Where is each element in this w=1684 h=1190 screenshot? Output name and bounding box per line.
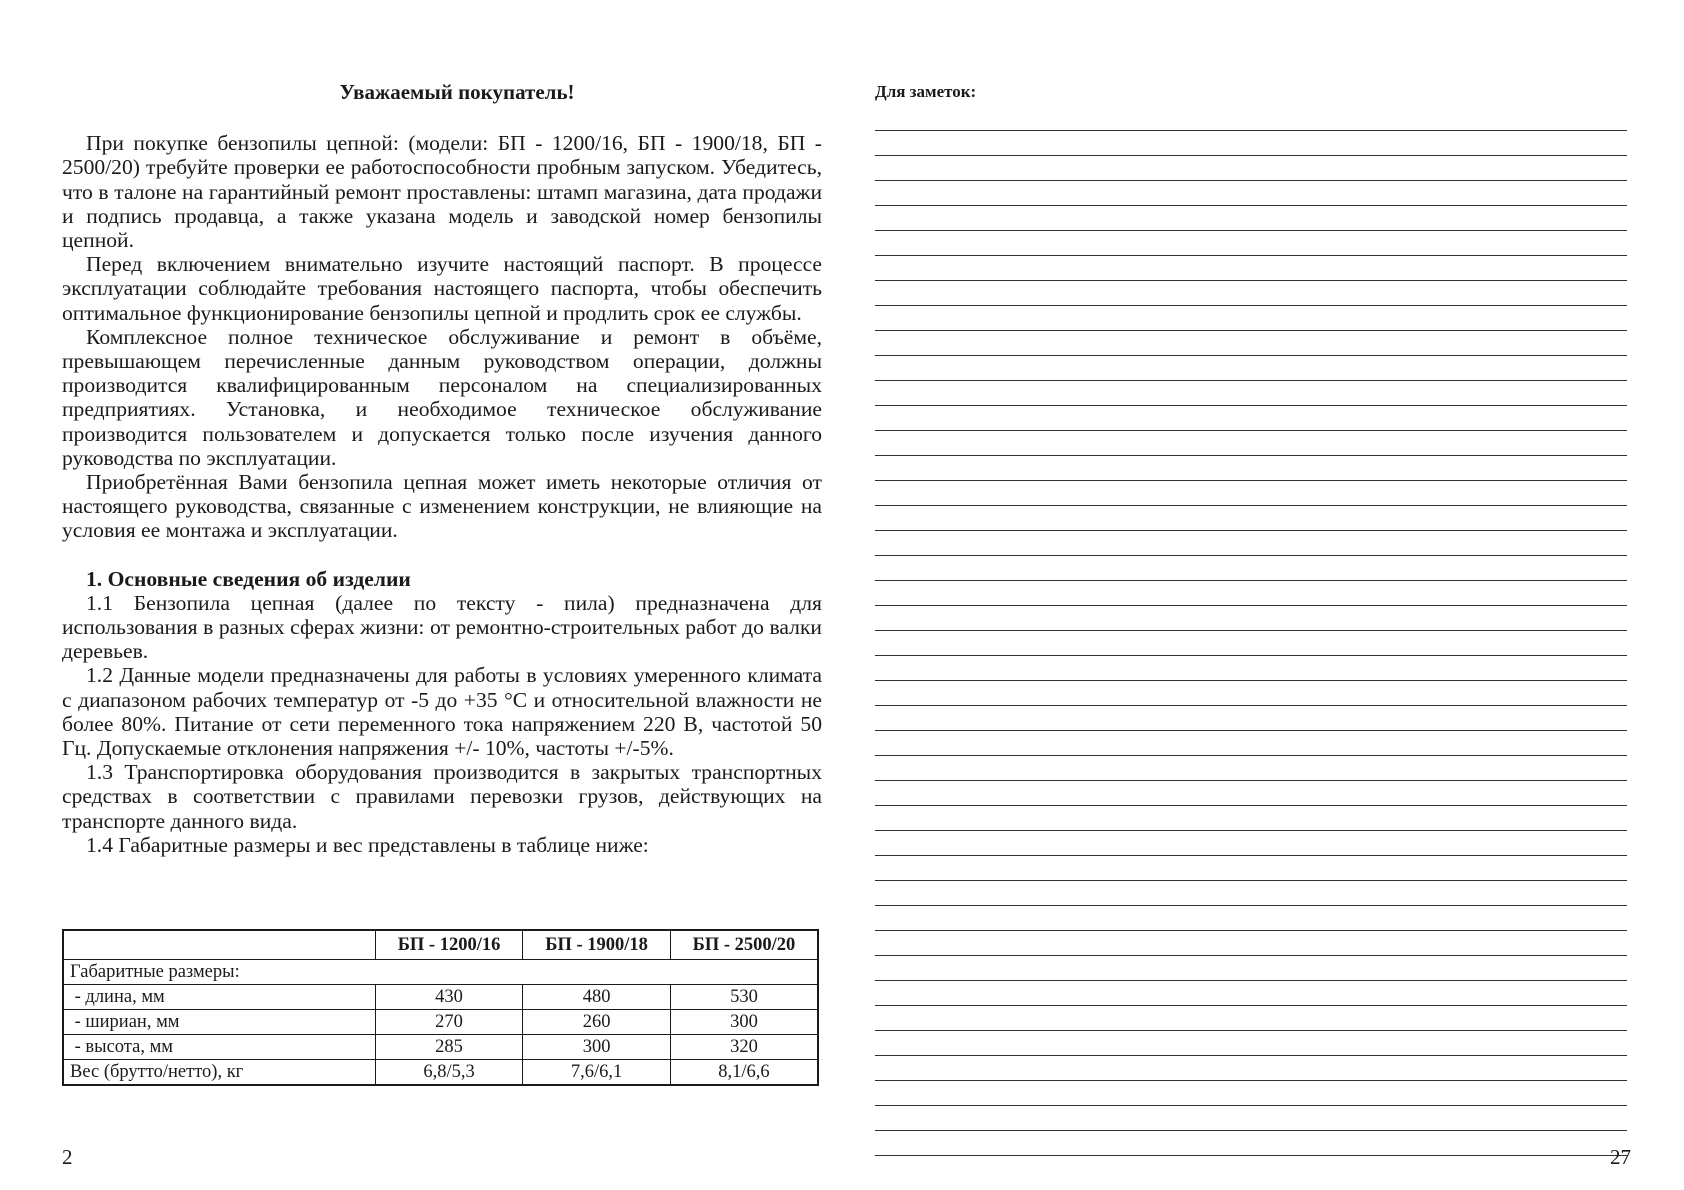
- table-cell: 300: [523, 1035, 671, 1060]
- table-row-label: - длина, мм: [63, 985, 375, 1010]
- table-row: [63, 985, 818, 1010]
- table-header-row: [63, 930, 818, 960]
- note-line: [875, 781, 1627, 806]
- note-line: [875, 906, 1627, 931]
- intro-paragraph-2: Перед включением внимательно изучите настоящий паспорт. В процессе эксплуатации соблюдайте требования настоящего паспорта, чтобы обеспечить оптимальное функционирование бензопилы цепной и продлить срок ее службы.: [62, 252, 822, 325]
- right-page: [875, 82, 1627, 1156]
- table-header-model: БП - 1900/18: [523, 930, 671, 960]
- note-line: [875, 1031, 1627, 1056]
- section-paragraph-1-4: 1.4 Габаритные размеры и вес представлены в таблице ниже:: [86, 832, 649, 857]
- table-row: [63, 1060, 818, 1086]
- right-page-number: 27: [1610, 1145, 1631, 1169]
- note-line: [875, 556, 1627, 581]
- note-line: [875, 431, 1627, 456]
- intro-paragraph-1: При покупке бензопилы цепной: (модели: БП - 1200/16, БП - 1900/18, БП - 2500/20) требуйте проверки ее работоспособности пробным запуском. Убедитесь, что в талоне на гарантийный ремонт проставлены: штамп магазина, дата продажи и подпись продавца, а также указана модель и заводской номер бензопилы цепной.: [62, 131, 822, 253]
- note-line: [875, 1006, 1627, 1031]
- left-page-number: 2: [62, 1145, 73, 1169]
- note-line: [875, 256, 1627, 281]
- note-line: [875, 731, 1627, 756]
- note-line: [875, 231, 1627, 256]
- table-cell: 530: [670, 985, 818, 1010]
- note-line: [875, 531, 1627, 556]
- table-cell: 285: [375, 1035, 523, 1060]
- note-line: [875, 331, 1627, 356]
- note-line: [875, 931, 1627, 956]
- note-line: [875, 1106, 1627, 1131]
- note-line: [875, 381, 1627, 406]
- note-line: [875, 406, 1627, 431]
- section-paragraph-1-3: 1.3 Транспортировка оборудования производится в закрытых транспортных средствах в соответствии с правилами перевозки грузов, действующих на транспорте данного вида.: [62, 760, 822, 833]
- note-line: [875, 1131, 1627, 1156]
- table-row-label: - шириан, мм: [63, 1010, 375, 1035]
- note-line: [875, 581, 1627, 606]
- page-title: Уважаемый покупатель!: [339, 80, 575, 104]
- note-line: [875, 356, 1627, 381]
- table-group-label: Габаритные размеры:: [63, 960, 818, 985]
- table-cell: 260: [523, 1010, 671, 1035]
- notes-lines: [875, 106, 1627, 1156]
- note-line: [875, 706, 1627, 731]
- table-cell: 6,8/5,3: [375, 1060, 523, 1086]
- table-row-label: - высота, мм: [63, 1035, 375, 1060]
- table-group-row: [63, 960, 818, 985]
- note-line: [875, 106, 1627, 131]
- intro-paragraph-3: Комплексное полное техническое обслуживание и ремонт в объёме, превышающем перечисленные данным руководством операции, должны производится квалифицированным персоналом на специализированных предприятиях. Установка, и необходимое техническое обслуживание производится пользователем и допускается только после изучения данного руководства по эксплуатации.: [62, 324, 822, 470]
- section-paragraph-1-2: 1.2 Данные модели предназначены для работы в условиях умеренного климата с диапазоном рабочих температур от -5 до +35 °С и относительной влажности не более 80%. Питание от сети переменного тока напряжением 220 В, частотой 50 Гц. Допускаемые отклонения напряжения +/- 10%, частоты +/-5%.: [62, 663, 822, 761]
- table-row: [63, 1035, 818, 1060]
- table-header-empty: [63, 930, 375, 960]
- note-line: [875, 1056, 1627, 1081]
- left-page: [62, 80, 822, 857]
- note-line: [875, 756, 1627, 781]
- table-header-model: БП - 2500/20: [670, 930, 818, 960]
- note-line: [875, 981, 1627, 1006]
- table-row: [63, 1010, 818, 1035]
- note-line: [875, 131, 1627, 156]
- table-cell: 8,1/6,6: [670, 1060, 818, 1086]
- note-line: [875, 456, 1627, 481]
- table-cell: 430: [375, 985, 523, 1010]
- table-cell: 320: [670, 1035, 818, 1060]
- note-line: [875, 631, 1627, 656]
- table-cell: 300: [670, 1010, 818, 1035]
- note-line: [875, 181, 1627, 206]
- note-line: [875, 831, 1627, 856]
- table-cell: 7,6/6,1: [523, 1060, 671, 1086]
- note-line: [875, 956, 1627, 981]
- section-paragraph-1-1: 1.1 Бензопила цепная (далее по тексту - пила) предназначена для использования в разных сферах жизни: от ремонтно-строительных работ до валки деревьев.: [62, 590, 822, 664]
- note-line: [875, 1081, 1627, 1106]
- notes-label: Для заметок:: [875, 82, 977, 101]
- note-line: [875, 656, 1627, 681]
- note-line: [875, 506, 1627, 531]
- note-line: [875, 481, 1627, 506]
- note-line: [875, 156, 1627, 181]
- note-line: [875, 306, 1627, 331]
- note-line: [875, 881, 1627, 906]
- table-row-label: Вес (брутто/нетто), кг: [63, 1060, 375, 1086]
- intro-paragraph-4: Приобретённая Вами бензопила цепная может иметь некоторые отличия от настоящего руководства, связанные с изменением конструкции, не влияющие на условия ее монтажа и эксплуатации.: [62, 470, 822, 543]
- note-line: [875, 281, 1627, 306]
- note-line: [875, 681, 1627, 706]
- note-line: [875, 206, 1627, 231]
- section-title: 1. Основные сведения об изделии: [86, 566, 411, 591]
- table-cell: 480: [523, 985, 671, 1010]
- note-line: [875, 806, 1627, 831]
- note-line: [875, 856, 1627, 881]
- table-header-model: БП - 1200/16: [375, 930, 523, 960]
- table-cell: 270: [375, 1010, 523, 1035]
- note-line: [875, 606, 1627, 631]
- dimensions-table: [62, 929, 819, 1086]
